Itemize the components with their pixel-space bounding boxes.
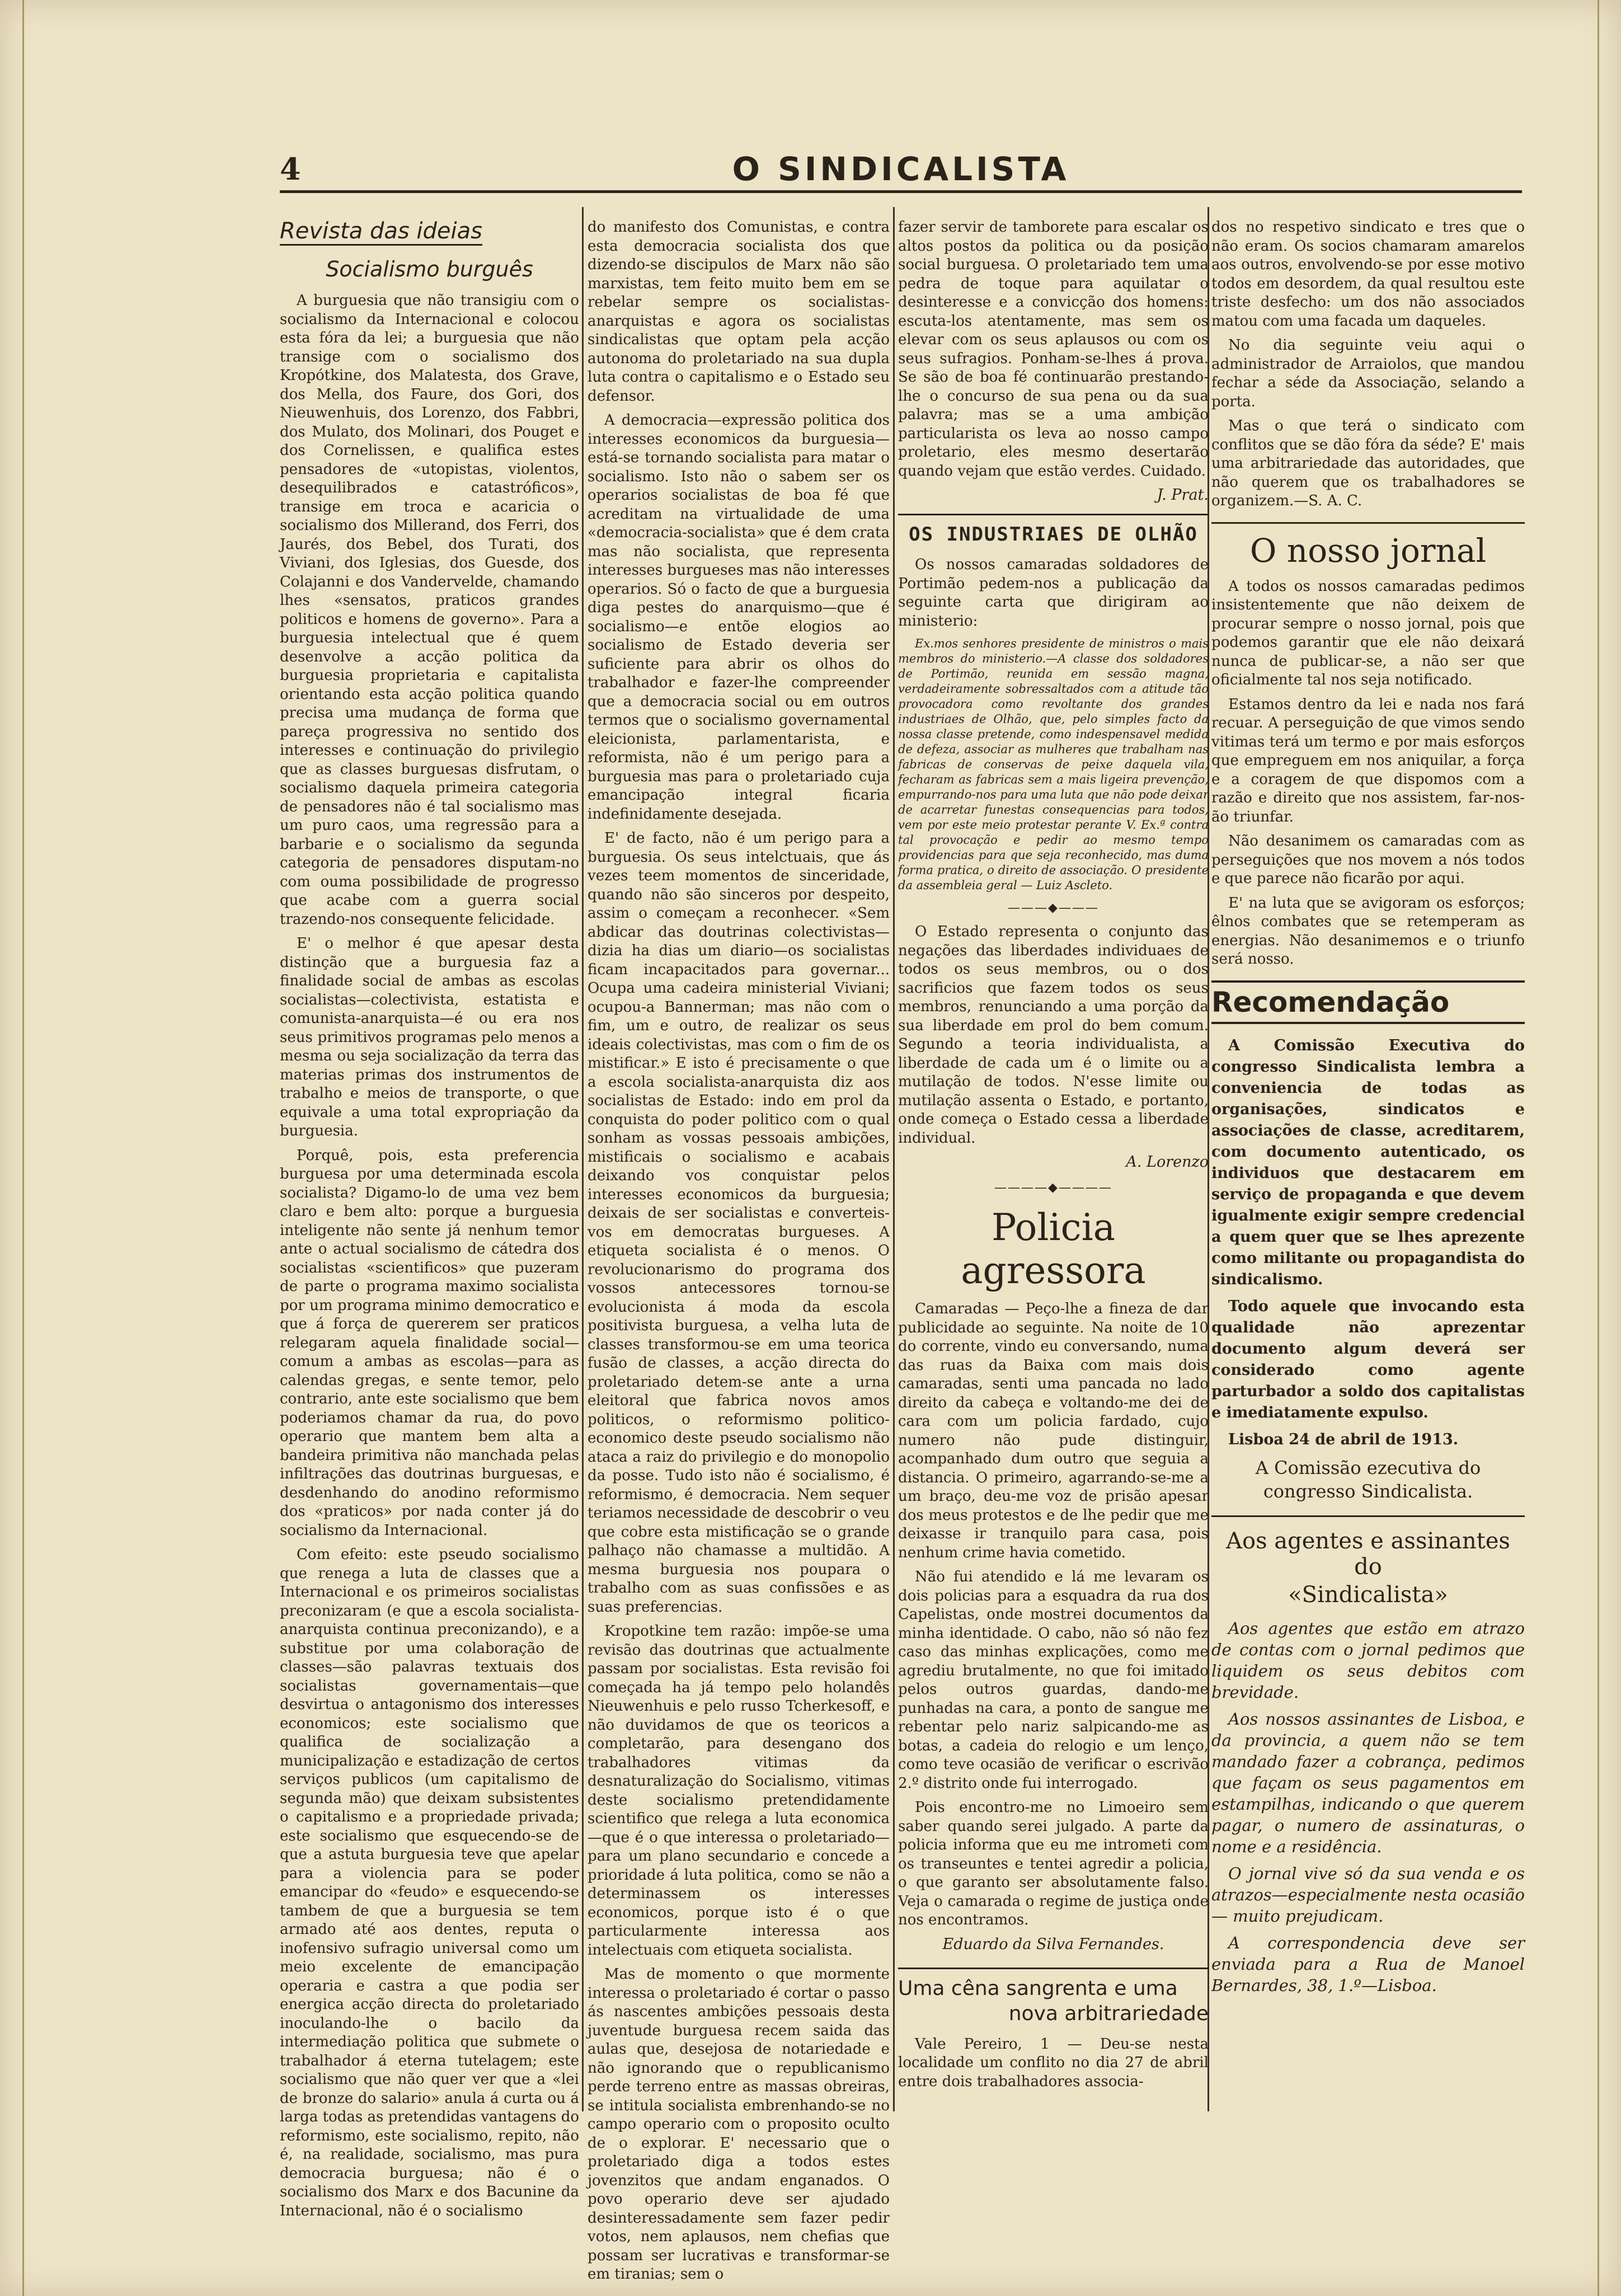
paragraph: A burguesia que não transigiu com o socialismo da Internacional e colocou esta fóra da lei; a burguesia que não transige com o socialismo dos Kropótkine, dos Malatesta, dos Grave, dos Mella, dos Faure, dos Gori, dos Nieuwenhuis, dos Lorenzo, dos Fabbri, dos Mulato, dos Molinari, dos Pouget e dos Cornelissen, e qualifica estes pensadores de «utopistas, violentos, desequilibrados e catastróficos», transige em troca e acaricia o socialismo dos Millerand, dos Ferri, dos Jaurés, dos Bebel, dos Turati, dos Viviani, dos Iglesias, dos Guesde, dos Colajanni e dos Vandervelde, chamando lhes «sensatos, praticos grandes politicos e homens de governo». Para a burguesia intelectual que é quem desenvolve a acção politica da burguesia proprietaria e capitalista orientando esta acção politica quando precisa uma mudança de forma que pareça progressiva no sentido dos interesses e continuação do privilegio que as classes burguesas disfrutam, o socialismo daquela primeira categoria de pensadores não é tal socialismo mas um puro caos, uma regressão para a barbarie e o socialismo da segunda categoria de pensadores disputam-no com ouma possibilidade de progresso que acabe com a guerra social trazendo-nos consequente felicidade. xyxy=(280,292,579,928)
headline-jornal: O nosso jornal xyxy=(1211,522,1525,570)
letter-text: Ex.mos senhores presidente de ministros o mais membros do ministerio.—A classe dos soldadores de Portimão, reunida em sessão magna, verdadeiramente sobressaltados com a atitude tão provocadora como revoltante dos grandes industriaes de Olhão, que, pelo simples facto da nossa classe pretende, como indespensavel medida de defeza, associar as mulheres que trabalham nas fabricas de conservas de peixe daquela vila, fecharam as fabricas sem a mais ligeira prevenção, empurrando-nos para uma luta que não pode deixar de acarretar funestas consequencias para todos, vem por este meio protestar perante V. Ex.ª contra tal provocação e pedir ao mesmo tempo providencias para que seja reconhecido, mas duma forma pratica, o direito de associação. O presidente da assembleia geral — Luiz Ascleto. xyxy=(898,637,1209,892)
column-2 xyxy=(588,218,890,2283)
subtitle: Uma cêna sangrenta e uma xyxy=(898,1968,1209,2000)
article-title: Socialismo burguês xyxy=(326,257,533,281)
paragraph: A todos os nossos camaradas pedimos insistentemente que não deixem de procurar sempre o nosso jornal, pois que podemos garantir que ele não deixará nunca de publicar-se, a não ser que oficialmente tal nos seja notificado. xyxy=(1211,577,1525,688)
paragraph: Pois encontro-me no Limoeiro sem saber quando serei julgado. A parte da policia informa que eu me intrometi com os transeuntes e tentei agredir a policia, o que garanto ser absolutamente falso. Veja o camarada o regime de justiça onde nos encontramos. xyxy=(898,1799,1209,1928)
paragraph: O Estado representa o conjunto das negações das liberdades individuaes de todos os seus membros, ou o dos sacrificios que fazem todos os seus membros, renunciando a uma porção da sua liberdade em prol do bem comum. Segundo a teoria individualista, a liberdade de cada um é o limite ou a mutilação de todos. N'esse limite ou mutilação assenta o Estado, e portanto, onde começa o Estado cessa a liberdade individual. xyxy=(898,923,1209,1147)
signature: Eduardo da Silva Fernandes. xyxy=(942,1935,1164,1953)
paragraph: Todo aquele que invocando esta qualidade não aprezentar documento algum deverá ser considerado como agente parturbador a soldo dos capitalistas e imediatamente expulso. xyxy=(1211,1297,1525,1421)
ornament-divider: ———◆——— xyxy=(1008,901,1099,915)
headline-olhao: OS INDUSTRIAES DE OLHÃO xyxy=(898,514,1209,546)
paragraph: Os nossos camaradas soldadores de Portimão pedem-nos a publicação da seguinte carta que dirigiram ao ministerio: xyxy=(898,556,1209,630)
paragraph: E' o melhor é que apesar desta distinção que a burguesia faz a finalidade social de ambas as escolas socialistas—colectivista, estatista e comunista-anarquista—é ou era nos seus primitivos programas pelo menos a mesma ou seja socialização da terra das materias primas dos instrumentos de trabalho e meios de transporte, o que equivale a uma total expropriação da burguesia. xyxy=(280,935,579,1139)
column-4 xyxy=(1211,218,1525,2111)
paragraph: A Comissão Executiva do congresso Sindicalista lembra a conveniencia de todas as organisações, sindicatos e associações de classe, acreditarem, com documento autenticado, os individuos que destacarem em serviço de propaganda e que devem igualmente exigir sempre credencial a quem quer que se lhes aprezente como militante ou propagandista do sindicalismo. xyxy=(1211,1036,1525,1288)
paragraph: Estamos dentro da lei e nada nos fará recuar. A perseguição de que vimos sendo vitimas terá um termo e por mais esforços que empreguem em nos aniquilar, a força e a coragem de que dispomos com a razão e direito que nos assistem, far-nos-ão triunfar. xyxy=(1211,696,1525,825)
paragraph: Aos nossos assinantes de Lisboa, e da provincia, a quem não se tem mandado fazer a cobrança, pedimos que façam os seus pagamentos em estampilhas, indicando o que querem pagar, o numero de assinaturas, o nome e a residência. xyxy=(1211,1709,1525,1856)
paragraph: E' na luta que se avigoram os esforços; êlnos combates que se retemperam as energias. Não desanimemos e o triunfo será nosso. xyxy=(1211,894,1525,968)
commission-signature: A Comissão ezecutiva do congresso Sindicalista. xyxy=(1255,1457,1481,1502)
paragraph: Vale Pereiro, 1 — Deu-se nesta localidade um conflito no dia 27 de abril entre dois trabalhadores associa- xyxy=(898,2035,1209,2090)
headline-policia: Policia agressora xyxy=(961,1206,1146,1292)
paragraph: do manifesto dos Comunistas, e contra esta democracia socialista dos que dizendo-se discipulos de Marx não são marxistas, tem feito muito bem em se rebelar sempre os socialistas-anarquistas e agora os socialistas sindicalistas que optam pela acção autonoma do proletariado na sua dupla luta contra o capitalismo e o Estado seu defensor. xyxy=(588,219,890,405)
ornament-divider: ————◆———— xyxy=(994,1181,1112,1195)
paragraph: Mas de momento o que mormente interessa o proletariado é cortar o passo ás nascentes ambições pessoais desta juventude burguesa recem saida das aulas que, desejosa de notariedade e não ignorando que o republicanismo perde terreno entre as massas obreiras, se intitula socialista embrenhando-se no campo operario com o proposito oculto de o explorar. E' necessario que o proletariado diga a todos estes jovenzitos que andam enganados. O povo operario deve ser ajudado desinteressadamente sem fazer pedir votos, nem aplausos, nem chefias que possam ser lucrativas e transformar-se em tiranias; sem o xyxy=(588,1966,890,2283)
page-header xyxy=(280,151,1522,193)
headline-agentes: Aos agentes e assinantes do xyxy=(1211,1515,1525,1580)
paragraph: Porquê, pois, esta preferencia burguesa por uma determinada escola socialista? Digamo-lo de uma vez bem claro e bem alto: porque a burguesia inteligente não sente já nenhum temor ante o actual socialismo de cátedra dos socialistas «scientificos» que puzeram de parte o programa maximo socialista por um programa minimo democratico e que á força de quererem ser praticos relegaram aquela finalidade social—comum a ambas as escolas—para as calendas gregas, e sente temor, pelo contrario, ante este socialismo que bem poderiamos chamar da rua, do povo operario que mantem bem alta a bandeira primitiva não manchada pelas infiltrações das doutrinas burguesas, e desdenhando do anodino reformismo dos «praticos» por nada conter já do socialismo da Internacional. xyxy=(280,1147,579,1539)
subtitle: nova arbitrariedade xyxy=(1008,2002,1209,2025)
column-rule xyxy=(582,207,584,2111)
page-edge-line xyxy=(1597,0,1599,2296)
paragraph: Camaradas — Peço-lhe a fineza de dar publicidade ao seguinte. Na noite de 10 do corrente, vindo eu conversando, numa das ruas da Baixa com mais dois camaradas, senti uma pancada no lado direito da cabeça e voltando-me dei de cara com um policia fardado, cujo numero não pude distinguir, acompanhado dum outro que seguia a distancia. O primeiro, agarrando-se-me a um braço, deu-me voz de prisão apesar dos meus protestos e de lhe pedir que me deixasse ir tranquilo para casa, pois nenhum crime havia cometido. xyxy=(898,1300,1209,1561)
paragraph: A correspondencia deve ser enviada para a Rua de Manoel Bernardes, 38, 1.º—Lisboa. xyxy=(1211,1933,1525,1995)
paragraph: No dia seguinte veiu aqui o administrador de Arraiolos, que mandou fechar a séde da Associação, selando a porta. xyxy=(1211,337,1525,410)
headline-agentes-sub: «Sindicalista» xyxy=(1288,1581,1448,1608)
page-fold-line xyxy=(22,0,24,2296)
paragraph: E' de facto, não é um perigo para a burguesia. Os seus intelctuais, que ás vezes teem momentos de sinceridade, quando não são sinceros por despeito, assim o começam a reconhecer. «Sem abdicar das doutrinas colectivistas—dizia ha dias um diario—os socialistas ficam incapacitados para governar... Ocupa uma cadeira ministerial Viviani; ocupou-a Bannerman; mas não com o fim, um e outro, de realizar os seus ideais colectivistas, mas com o fim de os mistificar.» E isto é precisamente o que a escola socialista-anarquista diz aos socialistas de Estado: indo em prol da conquista do poder politico com o qual sonham as vossas pessoais ambições, mistificais o socialismo e acabais deixando vos conquistar pelos interesses economicos da burguesia; deixais de ser socialistas e converteis-vos em democratas burgueses. A etiqueta socialista é o menos. O revolucionarismo do programa dos vossos antecessores tornou-se evolucionista á moda da escola positivista burguesa, a velha luta de classes transformou-se em uma teorica fusão de classes, a acção directa do proletariado detem-se ante a urna eleitoral que fabrica novos amos politicos, o reformismo politico-economico deste pseudo socialismo não ataca a raiz do privilegio e do monopolio da posse. Tudo isto não é socialismo, é reformismo, é democracia. Nem sequer teriamos necessidade de descobrir o veu que cobre esta mistificação se o grande palhaço não chamasse a multidão. A mesma burguesia nos poupara o trabalho com as suas confissões e as suas preferencias. xyxy=(588,830,890,1616)
section-label: Revista das ideias xyxy=(280,218,482,246)
date-line: Lisboa 24 de abril de 1913. xyxy=(1228,1430,1459,1448)
column-rule xyxy=(893,207,895,2111)
signature: J. Prat. xyxy=(1157,486,1209,504)
column-1 xyxy=(280,218,579,2219)
headline-recomendacao: Recomendação xyxy=(1211,980,1525,1024)
paragraph: Kropotkine tem razão: impõe-se uma revisão das doutrinas que actualmente passam por socialistas. Esta revisão foi começada ha já tempo pelo holandês Nieuwenhuis e pelo russo Tcherkesoff, e não duvidamos de que os teoricos a completarão, para desengano dos trabalhadores vitimas da desnaturalização do Socialismo, vitimas deste socialismo pretendidamente scientifico que relega a luta economica—que é o que interessa o proletariado—para um plano secundario e concede a prioridade á luta politica, como se não a determinassem os interesses economicos, porque isto é o que particularmente interessa aos intelectuais com etiqueta socialista. xyxy=(588,1623,890,1959)
column-3 xyxy=(898,218,1209,2111)
page-number: 4 xyxy=(280,151,301,187)
signature: A. Lorenzo xyxy=(1126,1153,1209,1171)
paragraph: dos no respetivo sindicato e tres que o não eram. Os socios chamaram amarelos aos outros, envolvendo-se por esse motivo todos em desordem, da qual resultou este triste desfecho: um dos não associados matou com uma facada um daqueles. xyxy=(1211,219,1525,330)
paragraph: Mas o que terá o sindicato com conflitos que se dão fóra da séde? E' mais uma arbitrariedade das autoridades, que não querem que os trabalhadores se organizem.—S. A. C. xyxy=(1211,417,1525,509)
paragraph: Não desanimem os camaradas com as perseguições que nos movem a nós todos e que parece não ficarão por aqui. xyxy=(1211,833,1525,887)
paragraph: Não fui atendido e lá me levaram os dois policias para a esquadra da rua dos Capelistas, onde mostrei documentos da minha identidade. O cabo, não só não fez caso das minhas explicações, como me agrediu brutalmente, no que foi imitado pelos outros guardas, dando-me punhadas na cara, a ponto de sangue me rebentar pelo nariz salpicando-me as botas, a cadeia do relogio e um lenço, como teve ocasião de verificar o escrivão 2.º distrito onde fui interrogado. xyxy=(898,1569,1209,1792)
masthead: O SINDICALISTA xyxy=(732,150,1070,188)
paragraph: Com efeito: este pseudo socialismo que renega a luta de classes que a Internacional e os primeiros socialistas preconizaram (e que a escola socialista-anarquista continua preconizando), e a substitue por uma colaboração de classes—são palavras textuais dos socialistas governamentais—que desvirtua o antagonismo dos interesses economicos; este socialismo que qualifica de socialização a municipalização e estadização de certos serviços publicos (um capitalismo de segunda mão) que deixam subsistentes o capitalismo e a propriedade privada; este socialismo que esquecendo-se de que a astuta burguesia teve que apelar para a violencia para se poder emancipar do «feudo» e esquecendo-se tambem de que a burguesia se tem armado até aos dentes, reputa o inofensivo sufragio universal como um meio excelente de emancipação operaria e castra a que podia ser energica acção directa do proletariado inoculando-lhe o bacilo da intermediação politica que submete o trabalhador á eterna tutelagem; este socialismo que não quer ver que a «lei de bronze do salario» anula á curta ou á larga todas as pretendidas vantagens do reformismo, este socialismo, repito, não é, na realidade, socialismo, mas pura democracia burguesa; não é o socialismo dos Marx e dos Bacunine da Internacional, não é o socialismo xyxy=(280,1546,579,2219)
paragraph: fazer servir de tamborete para escalar os altos postos da politica ou da posição social burguesa. O proletariado tem uma pedra de toque para aquilatar o desinteresse e a convicção dos homens: escuta-los atentamente, mas sem os elevar com os seus aplausos ou com os seus sufragios. Ponham-se-lhes á prova. Se são de boa fé continuarão prestando-lhe o concurso de sua pena ou da sua palavra; mas se a uma ambição particularista os leva ao nosso campo proletario, eles mesmo desertarão quando vejam que estão verdes. Cuidado. xyxy=(898,219,1209,480)
paragraph: O jornal vive só da sua venda e os atrazos—especialmente nesta ocasião — muito prejudicam. xyxy=(1211,1863,1525,1926)
paragraph: Aos agentes que estão em atrazo de contas com o jornal pedimos que liquidem os seus debitos com brevidade. xyxy=(1211,1618,1525,1702)
paragraph: A democracia—expressão politica dos interesses economicos da burguesia—está-se tornando socialista para matar o socialismo. Isto não o sabem ser os operarios socialistas de boa fé que acreditam na virtualidade de uma «democracia-socialista» que é dem crata mas não socialista, que representa interesses burgueses mas não interesses operarios. Só o facto de que a burguesia diga pestes do anarquismo—que é socialismo—e entõe elogios ao socialismo de Estado deveria ser suficiente para abrir os olhos do trabalhador e fazer-lhe compreender que a democracia social ou em outros termos que o socialismo governamental eleicionista, parlamentarista, e reformista, não é um perigo para a burguesia mas para o proletariado cuja emancipação integral ficaria indefinidamente desejada. xyxy=(588,412,890,823)
